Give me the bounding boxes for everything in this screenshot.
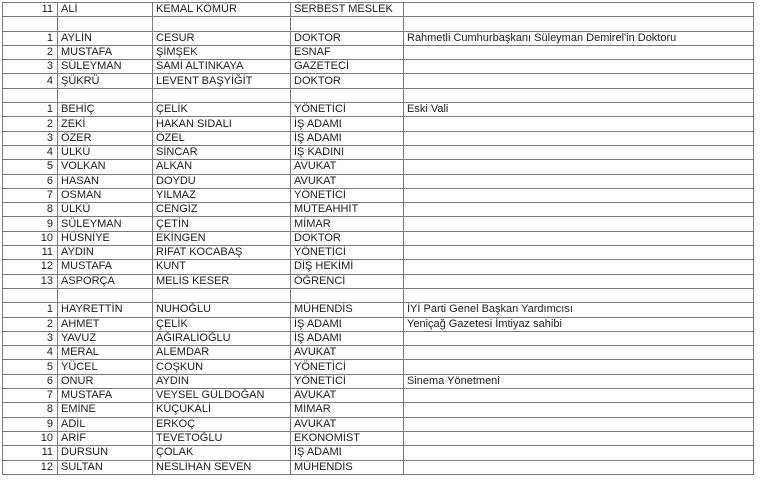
first-name-cell: EMİNE: [58, 403, 153, 417]
table-row: [3, 246, 754, 260]
table-row: [3, 317, 754, 331]
first-name-cell: ALİ: [58, 3, 153, 17]
note-cell: İYİ Parti Genel Başkan Yardımcısı: [404, 303, 754, 317]
first-name-cell: ZEKİ: [58, 117, 153, 131]
surname-cell: ALKAN: [153, 160, 291, 174]
first-name-cell: YAVUZ: [58, 331, 153, 345]
note-cell: [404, 431, 754, 445]
table-row: [3, 231, 754, 245]
row-number-cell: 12: [3, 460, 58, 474]
note-cell: [404, 389, 754, 403]
profession-cell: GAZETECİ: [291, 60, 404, 74]
surname-cell: DOYDU: [153, 174, 291, 188]
note-cell: Eski Vali: [404, 103, 754, 117]
profession-cell: MÜHENDİS: [291, 460, 404, 474]
surname-cell: ÇOLAK: [153, 446, 291, 460]
row-number-cell: 2: [3, 317, 58, 331]
note-cell: [404, 460, 754, 474]
first-name-cell: MERAL: [58, 346, 153, 360]
row-number-cell: 13: [3, 274, 58, 288]
surname-cell: ALEMDAR: [153, 346, 291, 360]
profession-cell: DOKTOR: [291, 31, 404, 45]
first-name-cell: SULTAN: [58, 460, 153, 474]
table-row: [3, 403, 754, 417]
surname-cell: MELİS KESER: [153, 274, 291, 288]
surname-cell: COŞKUN: [153, 360, 291, 374]
note-cell: [404, 403, 754, 417]
surname-cell: RIFAT KOCABAŞ: [153, 246, 291, 260]
surname-cell: KUNT: [153, 260, 291, 274]
table-row: [3, 188, 754, 202]
note-cell: [404, 145, 754, 159]
note-cell: [404, 346, 754, 360]
row-number-cell: 4: [3, 346, 58, 360]
first-name-cell: HASAN: [58, 174, 153, 188]
table-row: [3, 131, 754, 145]
note-cell: [404, 88, 754, 102]
row-number-cell: 4: [3, 145, 58, 159]
surname-cell: SAMİ ALTINKAYA: [153, 60, 291, 74]
first-name-cell: SÜLEYMAN: [58, 60, 153, 74]
profession-cell: [291, 88, 404, 102]
first-name-cell: ÜLKÜ: [58, 145, 153, 159]
table-row: [3, 431, 754, 445]
profession-cell: MÜTEAHHİT: [291, 203, 404, 217]
table-row: [3, 288, 754, 302]
first-name-cell: VOLKAN: [58, 160, 153, 174]
row-number-cell: 1: [3, 31, 58, 45]
first-name-cell: AYDIN: [58, 246, 153, 260]
profession-cell: AVUKAT: [291, 174, 404, 188]
table-row: [3, 88, 754, 102]
row-number-cell: 1: [3, 303, 58, 317]
table-row: [3, 360, 754, 374]
row-number-cell: [3, 288, 58, 302]
row-number-cell: 11: [3, 3, 58, 17]
note-cell: [404, 174, 754, 188]
note-cell: [404, 231, 754, 245]
first-name-cell: ADİL: [58, 417, 153, 431]
table-row: [3, 31, 754, 45]
first-name-cell: MUSTAFA: [58, 389, 153, 403]
table-row: [3, 460, 754, 474]
table-row: [3, 346, 754, 360]
profession-cell: İŞ ADAMI: [291, 317, 404, 331]
surname-cell: CENGİZ: [153, 203, 291, 217]
surname-cell: NESLİHAN SEVEN: [153, 460, 291, 474]
surname-cell: ERKOÇ: [153, 417, 291, 431]
row-number-cell: 9: [3, 217, 58, 231]
note-cell: [404, 74, 754, 88]
note-cell: [404, 417, 754, 431]
surname-cell: AYDIN: [153, 374, 291, 388]
first-name-cell: ARİF: [58, 431, 153, 445]
profession-cell: AVUKAT: [291, 417, 404, 431]
note-cell: [404, 360, 754, 374]
table-row: [3, 3, 754, 17]
surname-cell: ŞİMŞEK: [153, 45, 291, 59]
profession-cell: YÖNETİCİ: [291, 103, 404, 117]
first-name-cell: AHMET: [58, 317, 153, 331]
table-row: [3, 74, 754, 88]
table-row: [3, 217, 754, 231]
surname-cell: AĞIRALİOĞLU: [153, 331, 291, 345]
row-number-cell: 3: [3, 60, 58, 74]
first-name-cell: BEHİÇ: [58, 103, 153, 117]
candidate-table-body: [3, 3, 754, 475]
row-number-cell: 10: [3, 431, 58, 445]
surname-cell: [153, 17, 291, 31]
profession-cell: İŞ ADAMI: [291, 331, 404, 345]
row-number-cell: 5: [3, 360, 58, 374]
note-cell: [404, 446, 754, 460]
table-row: [3, 303, 754, 317]
surname-cell: ÇELİK: [153, 103, 291, 117]
row-number-cell: 3: [3, 131, 58, 145]
row-number-cell: 8: [3, 403, 58, 417]
note-cell: Sinema Yönetmeni: [404, 374, 754, 388]
first-name-cell: ŞÜKRÜ: [58, 74, 153, 88]
profession-cell: SERBEST MESLEK: [291, 3, 404, 17]
profession-cell: EKONOMİST: [291, 431, 404, 445]
first-name-cell: HAYRETTİN: [58, 303, 153, 317]
surname-cell: ÇETİN: [153, 217, 291, 231]
profession-cell: İŞ ADAMI: [291, 446, 404, 460]
table-row: [3, 117, 754, 131]
candidate-table: [2, 2, 754, 475]
note-cell: [404, 131, 754, 145]
surname-cell: EKİNGEN: [153, 231, 291, 245]
first-name-cell: ONUR: [58, 374, 153, 388]
profession-cell: AVUKAT: [291, 160, 404, 174]
row-number-cell: 5: [3, 160, 58, 174]
surname-cell: ÇELİK: [153, 317, 291, 331]
note-cell: [404, 160, 754, 174]
first-name-cell: AYLİN: [58, 31, 153, 45]
row-number-cell: 11: [3, 446, 58, 460]
table-row: [3, 60, 754, 74]
profession-cell: MİMAR: [291, 403, 404, 417]
surname-cell: KÜÇÜKALİ: [153, 403, 291, 417]
surname-cell: VEYSEL GÜLDOĞAN: [153, 389, 291, 403]
surname-cell: SİNCAR: [153, 145, 291, 159]
first-name-cell: ÜLKÜ: [58, 203, 153, 217]
first-name-cell: HÜSNİYE: [58, 231, 153, 245]
table-row: [3, 331, 754, 345]
profession-cell: ESNAF: [291, 45, 404, 59]
row-number-cell: 11: [3, 246, 58, 260]
table-row: [3, 103, 754, 117]
first-name-cell: [58, 17, 153, 31]
first-name-cell: [58, 88, 153, 102]
first-name-cell: [58, 288, 153, 302]
row-number-cell: 2: [3, 45, 58, 59]
row-number-cell: 1: [3, 103, 58, 117]
note-cell: [404, 246, 754, 260]
table-row: [3, 389, 754, 403]
row-number-cell: [3, 88, 58, 102]
first-name-cell: SÜLEYMAN: [58, 217, 153, 231]
profession-cell: YÖNETİCİ: [291, 246, 404, 260]
profession-cell: MİMAR: [291, 217, 404, 231]
surname-cell: [153, 288, 291, 302]
surname-cell: YILMAZ: [153, 188, 291, 202]
profession-cell: ÖĞRENCİ: [291, 274, 404, 288]
note-cell: [404, 274, 754, 288]
note-cell: [404, 17, 754, 31]
row-number-cell: 7: [3, 188, 58, 202]
row-number-cell: 6: [3, 374, 58, 388]
table-row: [3, 260, 754, 274]
surname-cell: KEMAL KÖMÜR: [153, 3, 291, 17]
profession-cell: İŞ ADAMI: [291, 117, 404, 131]
row-number-cell: 7: [3, 389, 58, 403]
table-row: [3, 203, 754, 217]
note-cell: [404, 3, 754, 17]
row-number-cell: 9: [3, 417, 58, 431]
table-row: [3, 45, 754, 59]
row-number-cell: 4: [3, 74, 58, 88]
profession-cell: YÖNETİCİ: [291, 188, 404, 202]
surname-cell: TEVETOĞLU: [153, 431, 291, 445]
note-cell: [404, 217, 754, 231]
first-name-cell: MUSTAFA: [58, 260, 153, 274]
first-name-cell: MUSTAFA: [58, 45, 153, 59]
first-name-cell: ASPORÇA: [58, 274, 153, 288]
table-row: [3, 446, 754, 460]
row-number-cell: 10: [3, 231, 58, 245]
first-name-cell: ÖZER: [58, 131, 153, 145]
profession-cell: YÖNETİCİ: [291, 360, 404, 374]
row-number-cell: [3, 17, 58, 31]
surname-cell: LEVENT BAŞYİĞİT: [153, 74, 291, 88]
surname-cell: NUHOĞLU: [153, 303, 291, 317]
profession-cell: İŞ KADINI: [291, 145, 404, 159]
table-row: [3, 274, 754, 288]
profession-cell: AVUKAT: [291, 389, 404, 403]
profession-cell: DİŞ HEKİMİ: [291, 260, 404, 274]
note-cell: [404, 203, 754, 217]
surname-cell: ÖZEL: [153, 131, 291, 145]
profession-cell: MÜHENDİS: [291, 303, 404, 317]
profession-cell: AVUKAT: [291, 346, 404, 360]
table-row: [3, 174, 754, 188]
row-number-cell: 8: [3, 203, 58, 217]
note-cell: [404, 260, 754, 274]
profession-cell: [291, 288, 404, 302]
surname-cell: HAKAN SIDALI: [153, 117, 291, 131]
profession-cell: YÖNETİCİ: [291, 374, 404, 388]
note-cell: [404, 60, 754, 74]
table-row: [3, 417, 754, 431]
profession-cell: İŞ ADAMI: [291, 131, 404, 145]
profession-cell: [291, 17, 404, 31]
first-name-cell: YÜCEL: [58, 360, 153, 374]
note-cell: [404, 188, 754, 202]
note-cell: [404, 117, 754, 131]
note-cell: Yeniçağ Gazetesi İmtiyaz sahibi: [404, 317, 754, 331]
note-cell: [404, 45, 754, 59]
table-row: [3, 17, 754, 31]
first-name-cell: OSMAN: [58, 188, 153, 202]
row-number-cell: 12: [3, 260, 58, 274]
row-number-cell: 6: [3, 174, 58, 188]
note-cell: [404, 331, 754, 345]
profession-cell: DOKTOR: [291, 231, 404, 245]
table-row: [3, 145, 754, 159]
profession-cell: DOKTOR: [291, 74, 404, 88]
table-row: [3, 374, 754, 388]
note-cell: [404, 288, 754, 302]
table-row: [3, 160, 754, 174]
surname-cell: CESUR: [153, 31, 291, 45]
first-name-cell: DURSUN: [58, 446, 153, 460]
row-number-cell: 2: [3, 117, 58, 131]
note-cell: Rahmetli Cumhurbaşkanı Süleyman Demirel'in Doktoru: [404, 31, 754, 45]
row-number-cell: 3: [3, 331, 58, 345]
surname-cell: [153, 88, 291, 102]
